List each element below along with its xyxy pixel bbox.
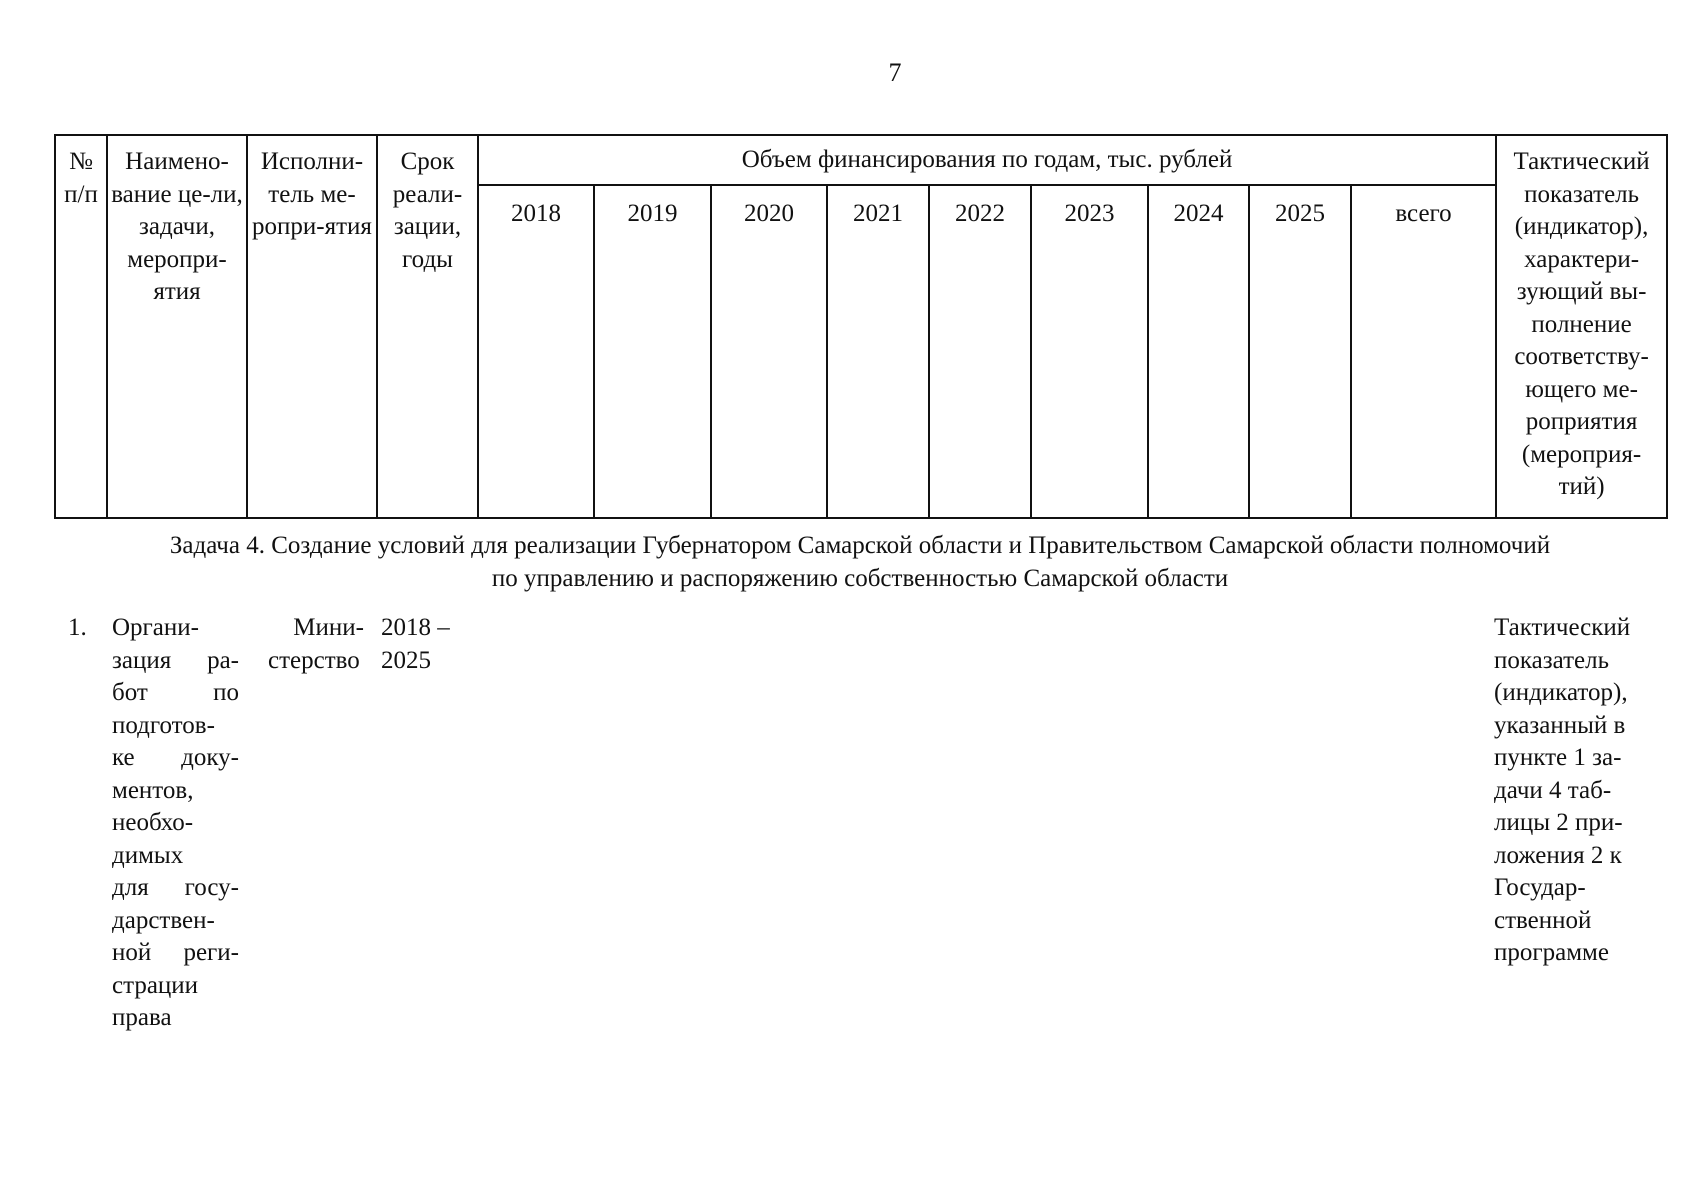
name-line: зация ра-	[112, 646, 239, 674]
executor-line: стерство	[268, 646, 360, 674]
name-line: бот по	[112, 679, 239, 706]
indicator-line: Тактический	[1494, 614, 1631, 641]
name-line: Органи-	[112, 614, 199, 641]
term-line: 2025	[381, 646, 431, 674]
header-year: 2024	[1148, 185, 1249, 518]
name-line: ке доку-	[112, 744, 239, 771]
indicator-line: показатель	[1494, 646, 1609, 674]
name-line: права	[112, 1004, 172, 1031]
header-name: Наимено-вание це-ли, задачи, меропри-ятия	[107, 135, 247, 518]
row-indicator	[1494, 612, 1674, 970]
header-indicator: Тактический показатель (индикатор), характери-зующий вы-полнение соответству-ющего ме-роприятия (мероприя-тий)	[1496, 135, 1667, 518]
task-title	[54, 530, 1666, 595]
indicator-line: ственной	[1494, 906, 1592, 934]
header-year: 2018	[478, 185, 594, 518]
row-term	[381, 612, 477, 677]
name-line: дарствен-	[112, 906, 215, 934]
indicator-line: ложения 2 к	[1494, 841, 1622, 869]
header-finance-title: Объем финансирования по годам, тыс. рублей	[478, 135, 1496, 185]
header-total: всего	[1351, 185, 1496, 518]
name-line: страции	[112, 971, 199, 999]
executor-line: Мини-	[293, 614, 364, 641]
indicator-line: указанный в	[1494, 711, 1626, 739]
task-title-line: Задача 4. Создание условий для реализации Губернатором Самарской области и Правительством Самарской области полномочий	[169, 532, 1551, 559]
indicator-line: Государ-	[1494, 874, 1586, 901]
task-title-line: по управлению и распоряжению собственностью Самарской области	[491, 564, 1229, 592]
header-year: 2022	[929, 185, 1031, 518]
header-year: 2025	[1249, 185, 1351, 518]
row-executor	[268, 612, 364, 677]
name-line: подготов-	[112, 711, 215, 739]
header-year: 2019	[594, 185, 711, 518]
indicator-line: пункте 1 за-	[1494, 744, 1622, 771]
header-year: 2021	[827, 185, 929, 518]
name-line: ментов,	[112, 776, 194, 804]
header-num: № п/п	[55, 135, 107, 518]
header-term: Срок реали-зации, годы	[377, 135, 478, 518]
indicator-line: (индикатор),	[1494, 679, 1628, 706]
name-line: ной реги-	[112, 939, 239, 966]
page-number: 7	[888, 58, 902, 87]
indicator-line: программе	[1494, 939, 1609, 966]
row-name	[112, 612, 239, 1035]
name-line: необхо-	[112, 809, 194, 836]
indicator-line: лицы 2 при-	[1494, 809, 1623, 836]
indicator-line: дачи 4 таб-	[1494, 776, 1612, 804]
term-line: 2018 –	[381, 614, 450, 641]
table-header	[54, 134, 1668, 519]
header-year: 2023	[1031, 185, 1148, 518]
header-executor: Исполни-тель ме-ропри-ятия	[247, 135, 377, 518]
name-line: для госу-	[112, 874, 239, 901]
header-year: 2020	[711, 185, 827, 518]
name-line: димых	[112, 841, 184, 869]
row-number: 1.	[68, 614, 87, 641]
